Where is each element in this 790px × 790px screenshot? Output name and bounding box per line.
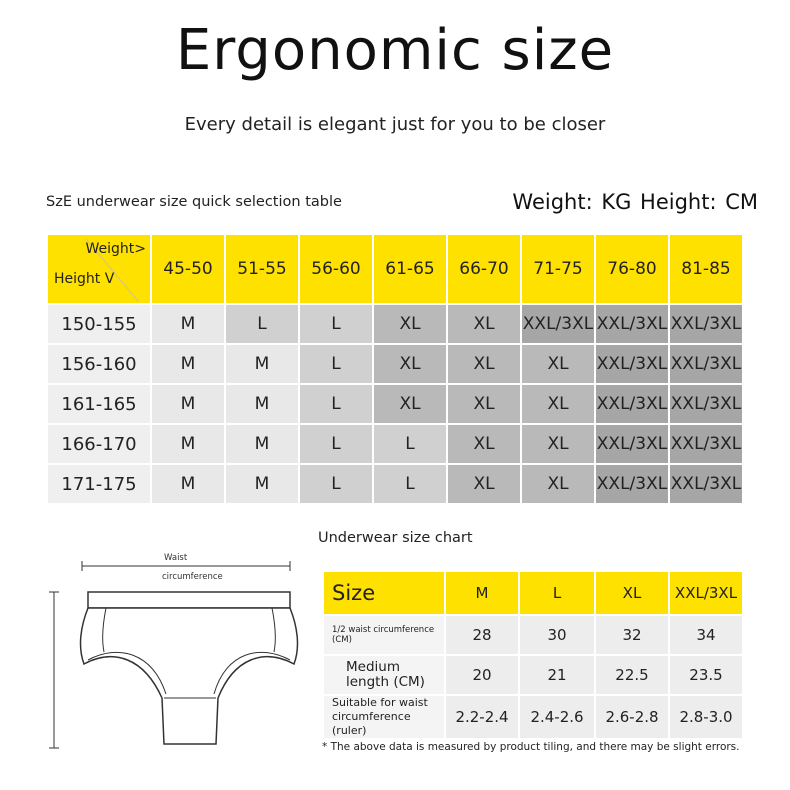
size-header-cell: L [519,571,595,615]
footnote: * The above data is measured by product tiling, and there may be slight errors. [322,741,740,753]
size-cell: XXL/3XL [595,344,669,384]
size-cell: XL [521,424,595,464]
measure-cell: 2.8-3.0 [669,695,743,739]
height-row-label: 161-165 [47,384,151,424]
size-cell: XL [521,384,595,424]
table-row [47,384,743,424]
page-subtitle: Every detail is elegant just for you to be closer [184,114,606,135]
height-row-label: 166-170 [47,424,151,464]
size-cell: L [225,304,299,344]
size-cell: XXL/3XL [595,304,669,344]
measure-cell: 20 [445,655,519,695]
measure-cell: 21 [519,655,595,695]
weight-header-cell: 66-70 [447,234,521,304]
measure-cell: 30 [519,615,595,655]
size-cell: M [151,424,225,464]
size-cell: XL [521,464,595,504]
size-cell: XXL/3XL [669,304,743,344]
measure-cell: 2.2-2.4 [445,695,519,739]
height-row-label: 171-175 [47,464,151,504]
measure-cell: 28 [445,615,519,655]
size-cell: XXL/3XL [669,424,743,464]
size-cell: M [225,464,299,504]
measure-cell: 34 [669,615,743,655]
measure-row-label: Suitable for waist circumference (ruler) [323,695,445,739]
page-title: Ergonomic size [175,18,615,83]
weight-header-cell: 71-75 [521,234,595,304]
weight-header-cell: 61-65 [373,234,447,304]
size-cell: XXL/3XL [595,424,669,464]
table-row [47,464,743,504]
waistband-shape [88,592,290,608]
size-header-cell: XL [595,571,669,615]
size-cell: XXL/3XL [669,464,743,504]
weight-header-cell: 76-80 [595,234,669,304]
measure-cell: 2.4-2.6 [519,695,595,739]
measure-cell: 32 [595,615,669,655]
size-chart-header-row [323,571,743,615]
size-cell: M [225,344,299,384]
size-cell: M [151,344,225,384]
size-cell: M [151,384,225,424]
size-chart-table [322,570,744,740]
size-cell: XXL/3XL [595,464,669,504]
size-cell: L [373,464,447,504]
size-header-label: Size [323,571,445,615]
size-cell: XL [373,304,447,344]
table-row [47,304,743,344]
size-header-cell: XXL/3XL [669,571,743,615]
size-cell: XL [447,304,521,344]
size-cell: M [151,464,225,504]
size-header-cell: M [445,571,519,615]
size-cell: L [373,424,447,464]
size-cell: XL [447,424,521,464]
underwear-body-shape [81,608,298,744]
height-row-label: 156-160 [47,344,151,384]
measure-row-label: Medium length (CM) [323,655,445,695]
size-cell: L [299,384,373,424]
size-cell: XL [373,344,447,384]
measure-cell: 22.5 [595,655,669,695]
table-row [323,695,743,739]
table-row [323,655,743,695]
table-row [47,344,743,384]
circumference-label: circumference [162,572,223,582]
measure-row-label: 1/2 waist circumference (CM) [323,615,445,655]
table-row [47,424,743,464]
size-cell: L [299,464,373,504]
underwear-diagram [44,548,306,756]
size-cell: XL [447,464,521,504]
size-chart-caption: Underwear size chart [318,530,473,546]
size-cell: L [299,424,373,464]
size-cell: XL [521,344,595,384]
quick-table-header-row [47,234,743,304]
height-row-label: 150-155 [47,304,151,344]
waist-label: Waist [164,553,188,563]
size-cell: XXL/3XL [595,384,669,424]
weight-header-cell: 51-55 [225,234,299,304]
size-cell: L [299,344,373,384]
table-row [323,615,743,655]
measure-cell: 23.5 [669,655,743,695]
size-cell: XXL/3XL [521,304,595,344]
quick-table-caption: SzE underwear size quick selection table [46,194,342,210]
size-cell: XL [447,384,521,424]
quick-table-corner-cell [47,234,151,304]
quick-selection-table [46,233,744,505]
size-cell: XXL/3XL [669,384,743,424]
weight-header-cell: 81-85 [669,234,743,304]
size-cell: XL [447,344,521,384]
size-cell: L [299,304,373,344]
size-cell: M [225,424,299,464]
units-label: Weight: KG Height: CM [512,190,758,214]
corner-height-label: Height V [54,271,115,287]
measure-cell: 2.6-2.8 [595,695,669,739]
size-cell: XL [373,384,447,424]
weight-header-cell: 45-50 [151,234,225,304]
corner-weight-label: Weight> [85,241,146,257]
weight-header-cell: 56-60 [299,234,373,304]
size-cell: XXL/3XL [669,344,743,384]
size-cell: M [151,304,225,344]
size-cell: M [225,384,299,424]
